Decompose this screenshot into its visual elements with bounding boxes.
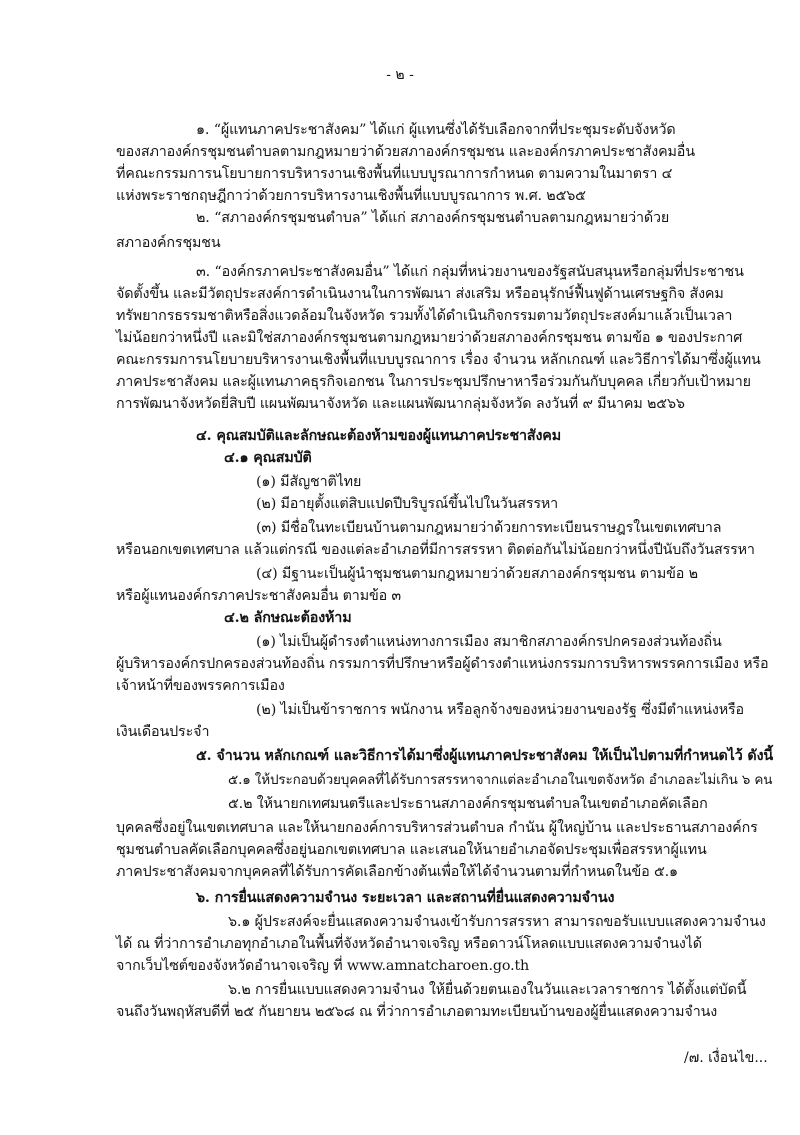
text-line: (๒) มีอายุตั้งแต่สิบแปดปีบริบูรณ์ขึ้นไปในวันสรรหา — [256, 496, 559, 512]
text-line: ๖.๒ การยื่นแบบแสดงความจำนง ให้ยื่นด้วยตนเองในวันและเวลาราชการ ได้ตั้งแต่บัดนี้ — [228, 982, 747, 998]
text-line: คณะกรรมการนโยบายบริหารงานเชิงพื้นที่แบบบูรณาการ เรื่อง จำนวน หลักเกณฑ์ และวิธีการได้มาซึ่งผู้แทน — [116, 352, 761, 368]
text-line: ผู้บริหารองค์กรปกครองส่วนท้องถิ่น กรรมการที่ปรึกษาหรือผู้ดำรงตำแหน่งกรรมการบริหารพรรคการเมือง หรือ — [116, 656, 769, 672]
text-line: (๔) มีฐานะเป็นผู้นำชุมชนตามกฎหมายว่าด้วยสภาองค์กรชุมชน ตามข้อ ๒ — [256, 566, 698, 582]
text-line: ของสภาองค์กรชุมชนตำบลตามกฎหมายว่าด้วยสภาองค์กรชุมชน และองค์กรภาคประชาสังคมอื่น — [116, 144, 695, 160]
text-line: จัดตั้งขึ้น และมีวัตถุประสงค์การดำเนินงานในการพัฒนา ส่งเสริม หรืออนุรักษ์ฟื้นฟูด้านเศรษฐกิจ สังคม — [116, 286, 724, 302]
text-line: ภาคประชาสังคมจากบุคคลที่ได้รับการคัดเลือกข้างต้นเพื่อให้ได้จำนวนตามที่กำหนดในข้อ ๕.๑ — [116, 864, 678, 880]
text-line: บุคคลซึ่งอยู่ในเขตเทศบาล และให้นายกองค์การบริหารส่วนตำบล กำนัน ผู้ใหญ่บ้าน และประธานสภาองค์กร — [116, 820, 758, 836]
text-line: (๓) มีชื่อในทะเบียนบ้านตามกฎหมายว่าด้วยการทะเบียนราษฎรในเขตเทศบาล — [256, 520, 722, 536]
text-line: ๑. “ผู้แทนภาคประชาสังคม” ได้แก่ ผู้แทนซึ่งได้รับเลือกจากที่ประชุมระดับจังหวัด — [196, 122, 676, 138]
text-line: เงินเดือนประจำ — [116, 724, 210, 740]
text-line: ได้ ณ ที่ว่าการอำเภอทุกอำเภอในพื้นที่จังหวัดอำนาจเจริญ หรือดาวน์โหลดแบบแสดงความจำนงได้ — [116, 936, 702, 952]
text-line: ทรัพยากรธรรมชาติหรือสิ่งแวดล้อมในจังหวัด รวมทั้งได้ดำเนินกิจกรรมตามวัตถุประสงค์มาแล้วเป็นเวลา — [116, 308, 733, 324]
text-line: (๑) มีสัญชาติไทย — [256, 474, 362, 490]
text-line: การพัฒนาจังหวัดยี่สิบปี แผนพัฒนาจังหวัด และแผนพัฒนากลุ่มจังหวัด ลงวันที่ ๙ มีนาคม ๒๕๖๖ — [116, 396, 685, 412]
text-line: ๕.๒ ให้นายกเทศมนตรีและประธานสภาองค์กรชุมชนตำบลในเขตอำเภอคัดเลือก — [228, 796, 708, 812]
text-line: จากเว็บไซต์ของจังหวัดอำนาจเจริญ ที่ www.amnatcharoen.go.th — [116, 958, 530, 974]
text-line: ภาคประชาสังคม และผู้แทนภาคธุรกิจเอกชน ในการประชุมปรึกษาหารือร่วมกันกับบุคคล เกี่ยวกับเป้าหมาย — [116, 374, 751, 390]
text-line: ๓. “องค์กรภาคประชาสังคมอื่น” ได้แก่ กลุ่มที่หน่วยงานของรัฐสนับสนุนหรือกลุ่มที่ประชาชน — [196, 264, 744, 280]
text-line: ๒. “สภาองค์กรชุมชนตำบล” ได้แก่ สภาองค์กรชุมชนตำบลตามกฎหมายว่าด้วย — [196, 210, 670, 226]
text-line: หรือผู้แทนองค์กรภาคประชาสังคมอื่น ตามข้อ ๓ — [116, 588, 402, 604]
text-line: (๑) ไม่เป็นผู้ดำรงตำแหน่งทางการเมือง สมาชิกสภาองค์กรปกครองส่วนท้องถิ่น — [256, 634, 722, 650]
text-line: หรือนอกเขตเทศบาล แล้วแต่กรณี ของแต่ละอำเภอที่มีการสรรหา ติดต่อกันไม่น้อยกว่าหนึ่งปีนับถึงวันสรรหา — [116, 542, 755, 558]
text-line: (๒) ไม่เป็นข้าราชการ พนักงาน หรือลูกจ้างของหน่วยงานของรัฐ ซึ่งมีตำแหน่งหรือ — [256, 702, 744, 718]
page-number: - ๒ - — [386, 67, 414, 83]
continuation-note: /๗. เงื่อนไข... — [684, 1050, 768, 1066]
subheading-4-2: ๔.๒ ลักษณะต้องห้าม — [224, 610, 352, 626]
text-line: ที่คณะกรรมการนโยบายการบริหารงานเชิงพื้นที่แบบบูรณาการกำหนด ตามความในมาตรา ๔ — [116, 166, 673, 182]
section-heading-5: ๕. จำนวน หลักเกณฑ์ และวิธีการได้มาซึ่งผู้แทนภาคประชาสังคม ให้เป็นไปตามที่กำหนดไว้ ดังนี้ — [196, 748, 774, 764]
text-line: จนถึงวันพฤหัสบดีที่ ๒๕ กันยายน ๒๕๖๘ ณ ที่ว่าการอำเภอตามทะเบียนบ้านของผู้ยื่นแสดงความจำนง — [116, 1004, 718, 1020]
section-heading-4: ๔. คุณสมบัติและลักษณะต้องห้ามของผู้แทนภาคประชาสังคม — [196, 428, 561, 444]
text-line: ๖.๑ ผู้ประสงค์จะยื่นแสดงความจำนงเข้ารับการสรรหา สามารถขอรับแบบแสดงความจำนง — [228, 914, 766, 930]
subheading-4-1: ๔.๑ คุณสมบัติ — [224, 450, 312, 466]
section-heading-6: ๖. การยื่นแสดงความจำนง ระยะเวลา และสถานที่ยื่นแสดงความจำนง — [196, 890, 615, 906]
text-line: เจ้าหน้าที่ของพรรคการเมือง — [116, 678, 285, 694]
text-line: ๕.๑ ให้ประกอบด้วยบุคคลที่ได้รับการสรรหาจากแต่ละอำเภอในเขตจังหวัด อำเภอละไม่เกิน ๖ คน — [228, 772, 773, 788]
text-line: สภาองค์กรชุมชน — [116, 235, 221, 251]
text-line: ไม่น้อยกว่าหนึ่งปี และมิใช่สภาองค์กรชุมชนตามกฎหมายว่าด้วยสภาองค์กรชุมชน ตามข้อ ๑ ของประกาศ — [116, 330, 743, 346]
text-line: แห่งพระราชกฤษฎีกาว่าด้วยการบริหารงานเชิงพื้นที่แบบบูรณาการ พ.ศ. ๒๕๖๕ — [116, 188, 586, 204]
text-line: ชุมชนตำบลคัดเลือกบุคคลซึ่งอยู่นอกเขตเทศบาล และเสนอให้นายอำเภอจัดประชุมเพื่อสรรหาผู้แทน — [116, 842, 707, 858]
